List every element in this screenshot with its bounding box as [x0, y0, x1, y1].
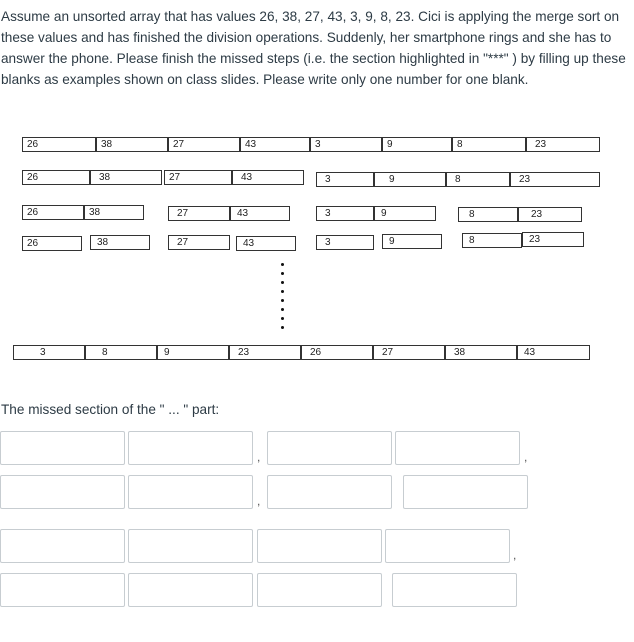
ellipsis-dots — [281, 263, 287, 335]
blank-input[interactable] — [0, 475, 125, 509]
array-cell: 38 — [445, 345, 517, 360]
blank-input[interactable] — [385, 529, 510, 563]
blank-input[interactable] — [257, 529, 382, 563]
array-cell: 38 — [96, 137, 168, 152]
array-cell: 27 — [168, 235, 230, 250]
array-cell: 3 — [316, 206, 374, 221]
comma-separator: , — [257, 450, 261, 464]
blank-input[interactable] — [128, 475, 253, 509]
blank-input[interactable] — [267, 431, 392, 465]
array-cell: 43 — [230, 206, 290, 221]
blank-input[interactable] — [0, 529, 125, 563]
array-cell: 9 — [382, 234, 442, 249]
blank-input[interactable] — [392, 573, 517, 607]
array-cell: 3 — [316, 235, 374, 250]
comma-separator: , — [257, 494, 261, 508]
array-cell: 9 — [374, 206, 436, 221]
array-cell: 26 — [22, 205, 84, 220]
blank-input[interactable] — [267, 475, 392, 509]
array-cell: 26 — [22, 137, 96, 152]
array-cell: 43 — [232, 170, 304, 185]
blank-input[interactable] — [128, 529, 253, 563]
array-cell: 27 — [168, 206, 230, 221]
array-cell: 43 — [240, 137, 310, 152]
array-cell: 3 — [310, 137, 382, 152]
question-text: Assume an unsorted array that has values 26, 38, 27, 43, 3, 9, 8, 23. Cici is applying the merge sort on these values and has finished the division operations. Suddenly, her smartphone rings and she has to answer the phone. Please finish the missed steps (i.e. the section highlighted in "***" ) by filling up these blanks as examples shown on class slides. Please write only one number for one blank. — [1, 9, 626, 87]
blank-input[interactable] — [128, 573, 253, 607]
blank-input[interactable] — [395, 431, 520, 465]
array-cell: 23 — [229, 345, 301, 360]
array-cell: 3 — [13, 345, 85, 360]
array-cell: 23 — [518, 207, 582, 222]
array-cell: 43 — [236, 236, 296, 251]
missed-section-label: The missed section of the " ... " part: — [1, 402, 220, 417]
array-cell: 9 — [374, 172, 446, 187]
array-cell: 8 — [85, 345, 157, 360]
array-cell: 8 — [462, 233, 522, 248]
array-cell: 9 — [382, 137, 452, 152]
array-cell: 26 — [301, 345, 373, 360]
array-cell: 8 — [458, 207, 518, 222]
comma-separator: , — [513, 548, 517, 562]
blank-input[interactable] — [403, 475, 528, 509]
array-cell: 38 — [90, 170, 162, 185]
blank-input[interactable] — [257, 573, 382, 607]
array-cell: 38 — [90, 235, 150, 250]
array-cell: 8 — [446, 172, 510, 187]
array-cell: 23 — [526, 137, 600, 152]
array-cell: 23 — [522, 232, 584, 247]
array-cell: 38 — [84, 205, 144, 220]
array-cell: 26 — [22, 170, 90, 185]
array-cell: 27 — [168, 137, 240, 152]
array-cell: 26 — [22, 236, 82, 251]
blank-input[interactable] — [128, 431, 253, 465]
array-cell: 43 — [517, 345, 590, 360]
blank-input[interactable] — [0, 431, 125, 465]
array-cell: 27 — [373, 345, 445, 360]
array-cell: 27 — [164, 170, 232, 185]
array-cell: 23 — [510, 172, 600, 187]
array-cell: 9 — [157, 345, 229, 360]
array-cell: 3 — [316, 172, 374, 187]
comma-separator: , — [524, 450, 528, 464]
blank-input[interactable] — [0, 573, 125, 607]
array-cell: 8 — [452, 137, 526, 152]
